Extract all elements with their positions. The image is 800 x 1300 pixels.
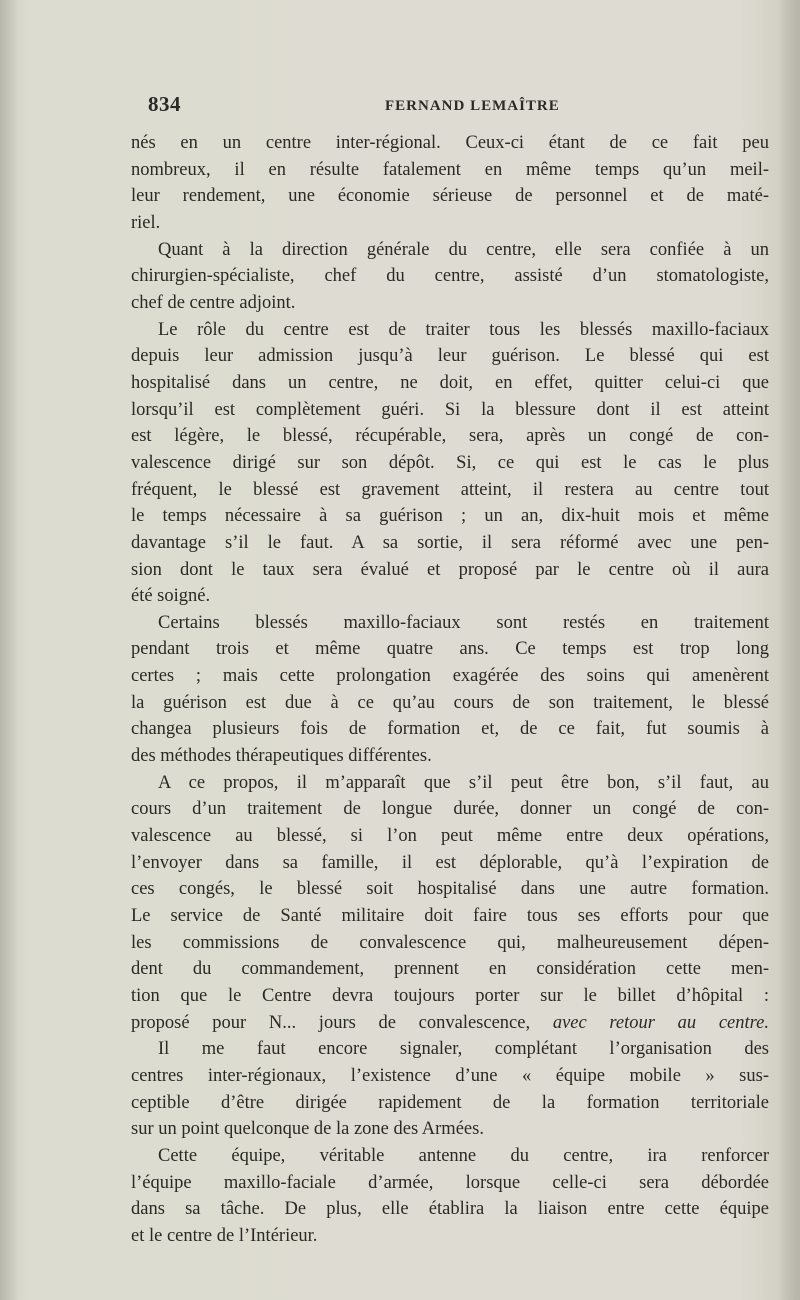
text-line-content: fréquent, le blessé est gravement atteint, il restera au centre tout bbox=[131, 479, 769, 500]
text-line-content: dent du commandement, prennent en considération cette men- bbox=[131, 959, 769, 980]
text-line bbox=[131, 237, 769, 264]
text-line bbox=[131, 317, 769, 344]
page-header bbox=[148, 92, 768, 122]
text-line bbox=[131, 823, 769, 850]
text-line bbox=[131, 370, 769, 397]
text-line-content: Quant à la direction générale du centre, elle sera confiée à un bbox=[158, 239, 769, 260]
text-line bbox=[131, 770, 769, 797]
text-line-content: sur un point quelconque de la zone des Armées. bbox=[131, 1119, 484, 1140]
text-line bbox=[131, 477, 769, 504]
text-line-content: l’envoyer dans sa famille, il est déplorable, qu’à l’expiration de bbox=[131, 852, 769, 873]
text-line-content: certes ; mais cette prolongation exagérée des soins qui amenèrent bbox=[131, 666, 769, 687]
text-line bbox=[131, 343, 769, 370]
text-line bbox=[131, 930, 769, 957]
text-line-content: chirurgien-spécialiste, chef du centre, assisté d’un stomatologiste, bbox=[131, 266, 769, 287]
text-line bbox=[131, 716, 769, 743]
text-line bbox=[131, 876, 769, 903]
text-line-content: hospitalisé dans un centre, ne doit, en effet, quitter celui-ci que bbox=[131, 372, 769, 393]
text-line bbox=[131, 157, 769, 184]
text-line-content: les commissions de convalescence qui, malheureusement dépen- bbox=[131, 932, 769, 953]
text-line-content: Le rôle du centre est de traiter tous les blessés maxillo-faciaux bbox=[158, 319, 769, 340]
text-line bbox=[131, 1063, 769, 1090]
text-line bbox=[131, 290, 769, 317]
text-line bbox=[131, 557, 769, 584]
text-line-content: est légère, le blessé, récupérable, sera, après un congé de con- bbox=[131, 426, 769, 447]
text-line bbox=[131, 1196, 769, 1223]
text-line-content: depuis leur admission jusqu’à leur guérison. Le blessé qui est bbox=[131, 346, 769, 367]
text-line bbox=[131, 583, 769, 610]
text-line-content: le temps nécessaire à sa guérison ; un an, dix-huit mois et même bbox=[131, 506, 769, 527]
text-line bbox=[131, 450, 769, 477]
text-line-content: Certains blessés maxillo-faciaux sont restés en traitement bbox=[158, 612, 769, 633]
text-line-content: nombreux, il en résulte fatalement en même temps qu’un meil- bbox=[131, 159, 769, 180]
text-line-content: valescence au blessé, si l’on peut même entre deux opérations, bbox=[131, 826, 769, 847]
text-line-content: davantage s’il le faut. A sa sortie, il sera réformé avec une pen- bbox=[131, 532, 769, 553]
text-line bbox=[131, 636, 769, 663]
gutter-shadow bbox=[0, 0, 18, 1300]
text-line-content: valescence dirigé sur son dépôt. Si, ce qui est le cas le plus bbox=[131, 452, 769, 473]
text-line bbox=[131, 1036, 769, 1063]
text-line bbox=[131, 690, 769, 717]
text-line-content: proposé pour N... jours de convalescence, bbox=[131, 1012, 553, 1033]
text-line-content: lorsqu’il est complètement guéri. Si la blessure dont il est atteint bbox=[131, 399, 769, 420]
text-line bbox=[131, 663, 769, 690]
italic-emphasis: avec retour au centre. bbox=[552, 1012, 769, 1033]
text-line bbox=[131, 796, 769, 823]
text-line bbox=[131, 183, 769, 210]
text-line-content: changea plusieurs fois de formation et, de ce fait, fut soumis à bbox=[131, 719, 769, 740]
text-line bbox=[131, 1010, 769, 1037]
text-line bbox=[131, 743, 769, 770]
text-line bbox=[131, 983, 769, 1010]
text-line-content: ceptible d’être dirigée rapidement de la formation territoriale bbox=[131, 1092, 769, 1113]
text-line-content: nés en un centre inter-régional. Ceux-ci étant de ce fait peu bbox=[131, 133, 769, 153]
page-edge-shadow bbox=[778, 0, 800, 1300]
text-line bbox=[131, 130, 769, 157]
text-line bbox=[131, 903, 769, 930]
text-line-content: Il me faut encore signaler, complétant l’organisation des bbox=[158, 1039, 769, 1060]
text-line bbox=[131, 850, 769, 877]
text-line-content: et le centre de l’Intérieur. bbox=[131, 1225, 318, 1246]
text-line bbox=[131, 956, 769, 983]
text-line-content: ces congés, le blessé soit hospitalisé dans une autre formation. bbox=[131, 879, 769, 900]
text-line bbox=[131, 210, 769, 237]
text-line-content: centres inter-régionaux, l’existence d’une « équipe mobile » sus- bbox=[131, 1065, 769, 1086]
text-line bbox=[131, 1116, 769, 1143]
text-line-content: Le service de Santé militaire doit faire tous ses efforts pour que bbox=[131, 906, 769, 927]
text-line-content: pendant trois et même quatre ans. Ce temps est trop long bbox=[131, 639, 769, 660]
text-line-content: tion que le Centre devra toujours porter sur le billet d’hôpital : bbox=[131, 986, 769, 1006]
text-line-content: la guérison est due à ce qu’au cours de son traitement, le blessé bbox=[131, 692, 769, 713]
text-line bbox=[131, 1223, 769, 1250]
text-line bbox=[131, 1170, 769, 1197]
text-line bbox=[131, 397, 769, 424]
body-text bbox=[131, 130, 769, 1250]
running-head: FERNAND LEMAÎTRE bbox=[385, 98, 560, 114]
text-line bbox=[131, 503, 769, 530]
text-line bbox=[131, 530, 769, 557]
text-line bbox=[131, 610, 769, 637]
text-line-content: chef de centre adjoint. bbox=[131, 292, 296, 313]
text-line bbox=[131, 1143, 769, 1170]
text-line-content: été soigné. bbox=[131, 586, 211, 607]
text-line-content: l’équipe maxillo-faciale d’armée, lorsque celle-ci sera débordée bbox=[131, 1172, 769, 1193]
text-line-content: dans sa tâche. De plus, elle établira la liaison entre cette équipe bbox=[131, 1199, 769, 1220]
text-line-content: leur rendement, une économie sérieuse de personnel et de maté- bbox=[131, 186, 769, 207]
text-line bbox=[131, 423, 769, 450]
text-line-content: riel. bbox=[131, 212, 161, 233]
text-line bbox=[131, 1090, 769, 1117]
text-line-content: A ce propos, il m’apparaît que s’il peut être bon, s’il faut, au bbox=[158, 772, 769, 793]
text-line-content: Cette équipe, véritable antenne du centre, ira renforcer bbox=[158, 1145, 769, 1166]
text-line-content: des méthodes thérapeutiques différentes. bbox=[131, 746, 432, 767]
text-line-content: cours d’un traitement de longue durée, donner un congé de con- bbox=[131, 799, 769, 820]
page-number: 834 bbox=[148, 92, 181, 116]
text-line-content: sion dont le taux sera évalué et proposé par le centre où il aura bbox=[131, 559, 769, 580]
text-line bbox=[131, 263, 769, 290]
